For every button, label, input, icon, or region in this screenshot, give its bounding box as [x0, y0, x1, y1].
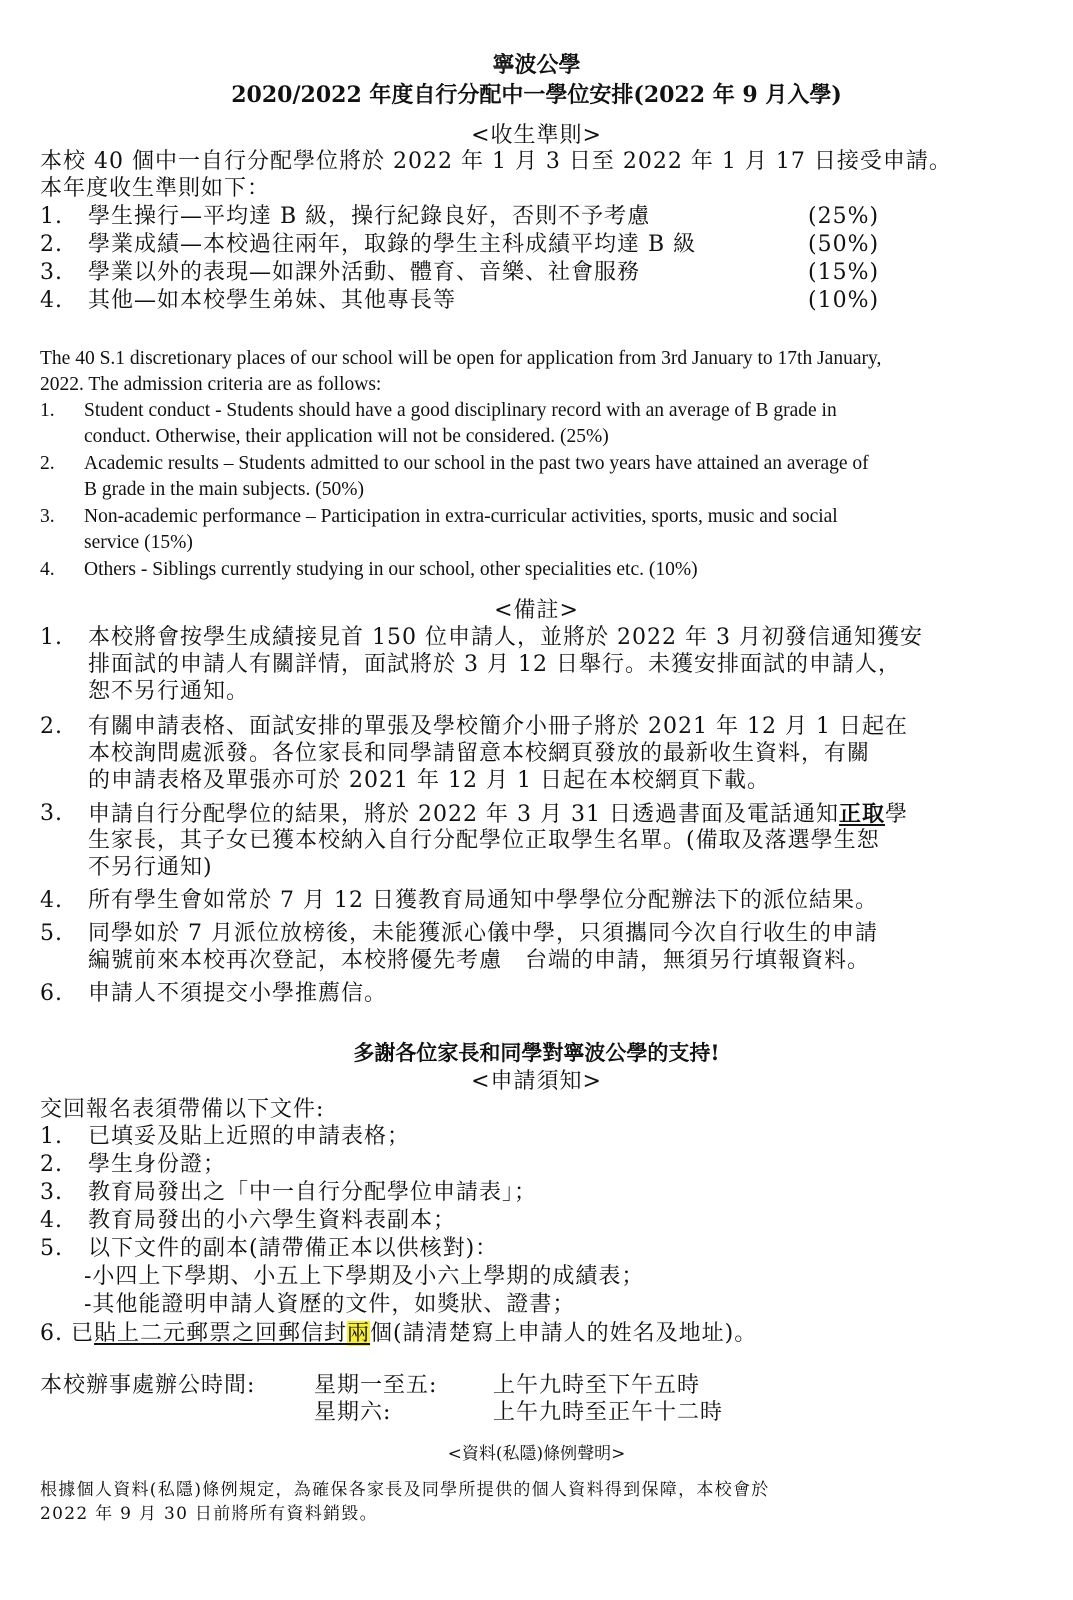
english-intro-line1: The 40 S.1 discretionary places of our school will be open for application from 3rd January to 17th January,: [40, 348, 882, 369]
two-highlighted: 兩: [347, 1321, 371, 1346]
criteria-item-weight: (10%): [808, 288, 880, 313]
english-item-line: Non-academic performance – Participation in extra-curricular activities, sports, music and social: [84, 506, 838, 527]
application-subitem: -小四上下學期、小五上下學期及小六上學期的成績表；: [84, 1264, 645, 1289]
note-text: 申請自行分配學位的結果，將於 2022 年 3 月 31 日透過書面及電話通知: [88, 802, 839, 827]
criteria-item-text: 其他—如本校學生弟妹、其他專長等: [88, 288, 457, 313]
thanks-message: 多謝各位家長和同學對寧波公學的支持!: [353, 1040, 720, 1065]
criteria-item-text: 學生操行—平均達 B 級，操行紀錄良好，否則不予考慮: [88, 204, 651, 229]
english-item-line: conduct. Otherwise, their application will not be considered. (25%): [84, 426, 609, 447]
note-line: 所有學生會如常於 7 月 12 日獲教育局通知中學學位分配辦法下的派位結果。: [88, 888, 878, 913]
criteria-item: [0, 231, 1073, 259]
english-item-number: 3.: [40, 506, 55, 527]
note-text: 學: [884, 802, 908, 827]
application-item-text: 已: [71, 1321, 95, 1346]
english-item-line: Academic results – Students admitted to our school in the past two years have attained an average of: [84, 453, 869, 474]
criteria-heading: <收生準則>: [471, 123, 602, 148]
application-subitem: -其他能證明申請人資歷的文件，如獎狀、證書；: [84, 1292, 576, 1317]
application-item-number: 6.: [40, 1321, 63, 1346]
privacy-line: 2022 年 9 月 30 日前將所有資料銷毀。: [40, 1504, 378, 1524]
application-item-text: 學生身份證；: [88, 1152, 227, 1177]
note-line: 不另行通知): [88, 855, 213, 880]
note-line: 有關申請表格、面試安排的單張及學校簡介小冊子將於 2021 年 12 月 1 日起在: [88, 714, 908, 739]
office-time: 上午九時至正午十二時: [493, 1400, 724, 1425]
criteria-item: [0, 287, 1073, 315]
criteria-item: [0, 259, 1073, 287]
office-hours-label: 本校辦事處辦公時間:: [40, 1373, 256, 1398]
criteria-item-text: 學業以外的表現—如課外活動、體育、音樂、社會服務: [88, 260, 641, 285]
application-intro: 交回報名表須帶備以下文件:: [40, 1097, 325, 1122]
note-line: 申請人不須提交小學推薦信。: [88, 981, 388, 1006]
criteria-intro-line2: 本年度收生準則如下：: [40, 176, 271, 201]
application-item-text: 已填妥及貼上近照的申請表格；: [88, 1124, 411, 1149]
criteria-item-weight: (25%): [808, 204, 880, 229]
note-line: 本校詢問處派發。各位家長和同學請留意本校網頁發放的最新收生資料，有關: [88, 741, 871, 766]
notes-heading: <備註>: [494, 598, 579, 623]
note-number: 4.: [40, 888, 63, 913]
note-line: 本校將會按學生成績接見首 150 位申請人，並將於 2022 年 3 月初發信通知獲安: [88, 625, 923, 650]
note-number: 1.: [40, 625, 63, 650]
english-item-line: Student conduct - Students should have a good disciplinary record with an average of B grade in: [84, 400, 837, 421]
note-number: 3.: [40, 801, 63, 826]
note-number: 2.: [40, 714, 63, 739]
application-item-6: [40, 1320, 757, 1348]
document-title: 2020/2022 年度自行分配中一學位安排(2022 年 9 月入學): [231, 82, 842, 108]
application-item-text: 個(請清楚寫上申請人的姓名及地址)。: [370, 1321, 758, 1346]
english-item-number: 2.: [40, 453, 55, 474]
english-item-line: B grade in the main subjects. (50%): [84, 479, 364, 500]
admitted-emphasis: 正取: [838, 801, 885, 827]
criteria-intro-line1: 本校 40 個中一自行分配學位將於 2022 年 1 月 3 日至 2022 年 1 月 17 日接受申請。: [40, 149, 952, 174]
school-name: 寧波公學: [492, 52, 581, 78]
criteria-item-number: 2.: [40, 232, 63, 257]
privacy-line: 根據個人資料(私隱)條例規定，為確保各家長及同學所提供的個人資料得到保障，本校會於: [40, 1480, 770, 1500]
english-item-number: 4.: [40, 559, 55, 580]
criteria-item-number: 4.: [40, 288, 63, 313]
note-line: 生家長，其子女已獲本校納入自行分配學位正取學生名單。(備取及落選學生恕: [88, 828, 880, 853]
note-number: 5.: [40, 921, 63, 946]
application-item-number: 5.: [40, 1236, 63, 1261]
application-item-number: 1.: [40, 1124, 63, 1149]
criteria-item-text: 學業成績—本校過往兩年，取錄的學生主科成績平均達 B 級: [88, 232, 697, 257]
english-intro-line2: 2022. The admission criteria are as follows:: [40, 374, 382, 395]
office-time: 上午九時至下午五時: [493, 1373, 701, 1398]
note-line: [88, 800, 908, 829]
criteria-item-weight: (50%): [808, 232, 880, 257]
note-line: 編號前來本校再次登記，本校將優先考慮 台端的申請，無須另行填報資料。: [88, 948, 871, 973]
criteria-item: [0, 203, 1073, 231]
application-item-text: 教育局發出之「中一自行分配學位申請表」；: [88, 1180, 538, 1205]
application-item-number: 4.: [40, 1208, 63, 1233]
note-number: 6.: [40, 981, 63, 1006]
note-line: 同學如於 7 月派位放榜後，未能獲派心儀中學，只須攜同今次自行收生的申請: [88, 921, 878, 946]
application-item-number: 2.: [40, 1152, 63, 1177]
privacy-heading: <資料(私隱)條例聲明>: [447, 1444, 626, 1464]
application-item-text: 教育局發出的小六學生資料表副本；: [88, 1208, 457, 1233]
application-item-text: 以下文件的副本(請帶備正本以供核對)：: [88, 1236, 499, 1261]
application-heading: <申請須知>: [471, 1069, 602, 1094]
note-line: 恕不另行通知。: [88, 679, 250, 704]
criteria-item-number: 3.: [40, 260, 63, 285]
application-item-number: 3.: [40, 1180, 63, 1205]
note-line: 排面試的申請人有關詳情，面試將於 3 月 12 日舉行。未獲安排面試的申請人，: [88, 652, 901, 677]
criteria-item-number: 1.: [40, 204, 63, 229]
office-day: 星期一至五:: [314, 1373, 438, 1398]
english-item-line: service (15%): [84, 532, 193, 553]
note-line: 的申請表格及單張亦可於 2021 年 12 月 1 日起在本校網頁下載。: [88, 768, 770, 793]
criteria-item-weight: (15%): [808, 260, 880, 285]
office-day: 星期六:: [314, 1400, 392, 1425]
stamped-envelope-underlined: 貼上二元郵票之回郵信封: [94, 1321, 348, 1346]
english-item-line: Others - Siblings currently studying in our school, other specialities etc. (10%): [84, 559, 698, 580]
english-item-number: 1.: [40, 400, 55, 421]
